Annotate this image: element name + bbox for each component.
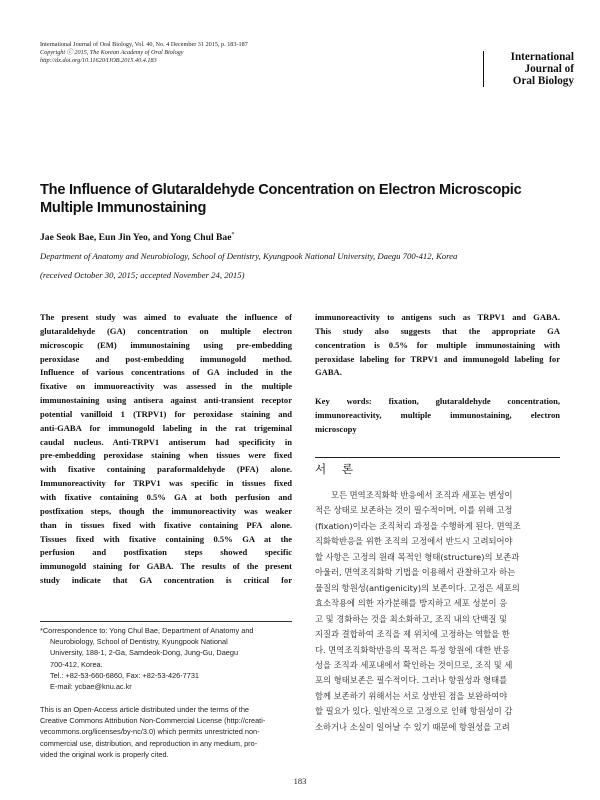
body-line: 적은 상태로 보존하는 것이 필수적이며, 이를 위해 고정: [315, 505, 513, 516]
abstract-line: Tissues fixed with fixative containing 0.5% GA at the: [40, 533, 292, 544]
journal-name-line: Oral Biology: [512, 75, 574, 87]
body-line: 모든 면역조직화학 반응에서 조직과 세포는 변성이: [331, 490, 513, 500]
abstract-line: The present study was aimed to evaluate the influence of: [40, 312, 292, 322]
received-dates: (received October 30, 2015; accepted November 24, 2015): [40, 270, 245, 280]
license-line: Creative Commons Attribution Non-Commercial License (http://creati-: [40, 716, 266, 726]
body-line: 고 및 경화하는 것을 최소화하고, 조직 내의 단백질 및: [315, 613, 508, 624]
body-line: 할 필요가 있다. 일반적으로 고정으로 인해 항원성이 감: [315, 706, 513, 717]
correspondence-email[interactable]: E-mail: ycbae@knu.ac.kr: [50, 682, 132, 692]
abstract-line: glutaraldehyde (GA) concentration on multiple electron: [40, 325, 292, 336]
body-line: 할 사항은 고정의 원래 목적인 형태(structure)의 보존과: [315, 551, 520, 562]
correspondence-note: [40, 625, 292, 692]
abstract-line: immunogold staining for GABA. The results of the present: [40, 561, 292, 572]
abstract-right-column: [315, 311, 560, 380]
body-line: 다. 면역조직화학반응의 목적은 특정 항원에 대한 반응: [315, 644, 510, 655]
body-line: 함께 보존하기 위해서는 서로 상반된 점을 보완하여야: [315, 690, 508, 701]
body-line: 포의 형태보존은 필수적이다. 그러나 항원성과 형태를: [315, 675, 508, 686]
keywords-line: Key words: fixation, glutaraldehyde concentration,: [315, 396, 560, 406]
copyright-line: Copyright ⓒ 2015, The Korean Academy of Oral Biology: [40, 49, 184, 56]
article-title: [40, 181, 565, 217]
abstract-line: with fixative containing 0.5% GA at both perfusion and: [40, 491, 292, 502]
author-list: [40, 232, 234, 243]
abstract-line: potential vanilloid 1 (TRPV1) for peroxidase staining and: [40, 408, 292, 419]
license-line: This is an Open-Access article distributed under the terms of the: [40, 705, 249, 714]
doi-link[interactable]: http://dx.doi.org/10.11620/IJOB.2015.40.4.183: [40, 57, 157, 64]
correspondence-line: Tel.: +82-53-660-6860, Fax: +82-53-426-7731: [50, 670, 200, 680]
abstract-line: caudal nucleus. Anti-TRPV1 antiserum had specificity in: [40, 436, 292, 447]
introduction-body: [315, 488, 560, 735]
abstract-line: concentration is 0.5% for multiple immunostaining with: [315, 339, 560, 350]
author-names: Jae Seok Bae, Eun Jin Yeo, and Yong Chul Bae: [40, 232, 232, 244]
body-line: 직화학반응을 위한 조직의 고정에서 반드시 고려되어야: [315, 536, 513, 547]
journal-citation: International Journal of Oral Biology, Vol. 40, No. 4 December 31 2015, p. 183-187: [40, 41, 248, 48]
abstract-line: perfusion and postfixation steps showed specific: [40, 547, 292, 558]
abstract-line: pre-embedding peroxidase staining when tissues were fixed: [40, 450, 292, 461]
abstract-line: peroxidase labeling for TRPV1 and immunogold labeling for: [315, 353, 560, 364]
abstract-line: This study also suggests that the appropriate GA: [315, 325, 560, 336]
license-line: vecommons.org/licenses/by-nc/3.0) which permits unrestricted non-: [40, 727, 260, 737]
abstract-line: with fixative containing paraformaldehyde (PFA) alone.: [40, 464, 292, 475]
license-line: vided the original work is properly cited.: [40, 749, 169, 759]
body-line: 아울러, 면역조직화학 기법을 이용해서 관찰하고자 하는: [315, 567, 516, 578]
title-line: Multiple Immunostaining: [40, 200, 207, 216]
section-divider: [315, 457, 560, 458]
abstract-line: immunoreactivity to antigens such as TRPV1 and GABA.: [315, 312, 560, 322]
body-line: 성을 조직과 세포내에서 확인하는 것이므로, 조직 및 세: [315, 659, 513, 670]
abstract-line: microscopic (EM) immunostaining using pre-embedding: [40, 339, 292, 350]
abstract-line: than in tissues fixed with fixative containing PFA alone.: [40, 519, 292, 530]
journal-name-line: Journal of: [524, 63, 574, 75]
body-line: 소하거나 소실이 일어날 수 있기 때문에 항원성을 고려: [315, 721, 510, 732]
abstract-line: immunostaining using antisera against anti-transient receptor: [40, 395, 292, 406]
abstract-line: anti-GABA for immunogold labeling in the rat trigeminal: [40, 422, 292, 433]
body-line: (fixation)이라는 조직처리 과정을 수행하게 된다. 면역조: [315, 520, 521, 531]
correspondence-line: 700-412, Korea.: [50, 659, 103, 669]
title-line: The Influence of Glutaraldehyde Concentration on Electron Microscopic: [40, 182, 522, 198]
keywords-line: immunoreactivity, multiple immunostaining, electron: [315, 409, 560, 420]
page-number: 183: [293, 776, 307, 786]
body-line: 효소작용에 의한 자가분해를 방지하고 세포 성분이 응: [315, 598, 508, 609]
abstract-left-column: [40, 311, 292, 588]
abstract-line: postfixation steps, though the immunoreactivity was weaker: [40, 505, 292, 516]
license-note: [40, 704, 292, 760]
abstract-line: GABA.: [315, 367, 342, 378]
license-line: commercial use, distribution, and reproduction in any medium, pro-: [40, 738, 258, 748]
abstract-line: peroxidase and post-embedding immunogold method.: [40, 353, 292, 364]
correspondence-line: *Correspondence to: Yong Chul Bae, Department of Anatomy and: [40, 626, 254, 635]
citation-header: [40, 41, 460, 65]
affiliation: Department of Anatomy and Neurobiology, School of Dentistry, Kyungpook National University, Daegu 700-412, Korea: [40, 251, 458, 261]
keywords-line: microscopy: [315, 423, 357, 434]
abstract-line: Influence of various concentrations of GA included in the: [40, 367, 292, 378]
body-line: 지질과 결합하여 조직을 제 위치에 고정하는 역할을 한: [315, 629, 510, 640]
abstract-line: fixative on immuoreactivity was assessed in the multiple: [40, 381, 292, 392]
journal-name-line: International: [510, 51, 574, 63]
journal-name-box: [483, 51, 574, 87]
body-line: 물질의 항원성(antigenicity)의 보존이다. 고정은 세포의: [315, 582, 520, 593]
section-heading: 서 론: [315, 462, 360, 476]
abstract-line: Immunoreactivity for TRPV1 was specific in tissues fixed: [40, 478, 292, 489]
footnote-divider: [40, 621, 292, 622]
keywords: [315, 395, 560, 437]
correspondence-line: Neurobiology, School of Dentistry, Kyungpook National: [50, 637, 228, 647]
abstract-line: study indicate that GA concentration is critical for: [40, 575, 292, 586]
corresponding-mark: *: [231, 232, 235, 238]
correspondence-line: University, 188-1, 2-Ga, Samdeok-Dong, Jung-Gu, Daegu: [50, 648, 239, 658]
